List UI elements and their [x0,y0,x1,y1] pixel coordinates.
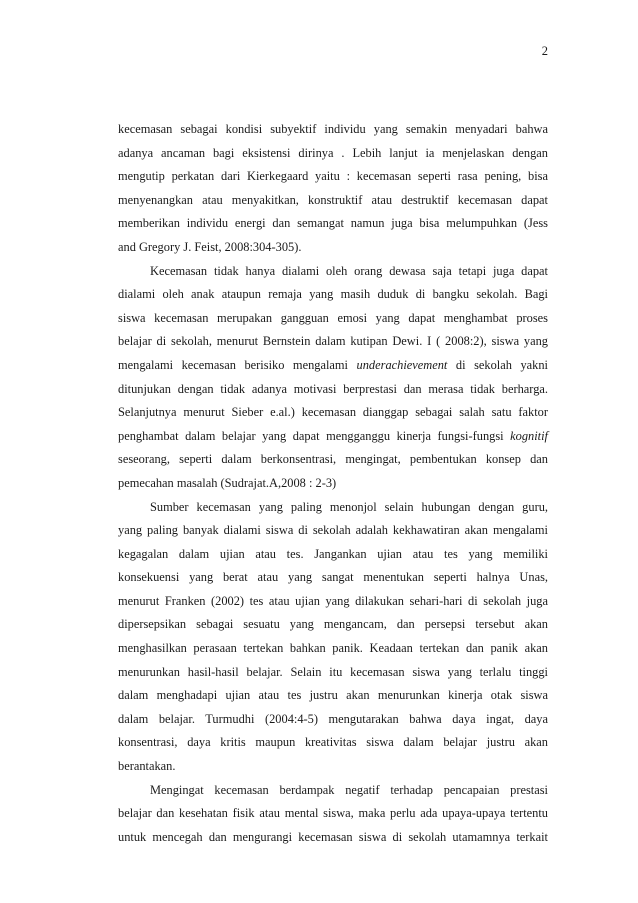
text-line [118,566,548,590]
text-line [118,165,548,189]
text-line [118,472,548,496]
text-run: kegagalan dalam ujian atau tes. Jangankan ujian atau tes yang memiliki [118,546,548,561]
text-line [118,613,548,637]
text-run: menurut Franken (2002) tes atau ujian yang dilakukan sehari-hari di sekolah juga [118,593,548,608]
text-line [118,661,548,685]
text-run: penghambat dalam belajar yang dapat mengganggu kinerja fungsi-fungsi [118,428,511,443]
text-line [118,802,548,826]
text-run: kecemasan sebagai kondisi subyektif individu yang semakin menyadari bahwa [118,122,548,136]
text-run: belajar dan kesehatan fisik atau mental siswa, maka perlu ada upaya-upaya tertentu [118,806,548,821]
text-run: untuk mencegah dan mengurangi kecemasan siswa di sekolah utamamnya terkait [118,829,548,844]
text-run: dialami oleh anak ataupun remaja yang masih duduk di bangku sekolah. Bagi [118,287,548,302]
text-line [118,236,548,260]
text-line [118,543,548,567]
text-run: memberikan individu energi dan semangat namun juga bisa melumpuhkan (Jess [118,216,548,231]
text-run: pemecahan masalah (Sudrajat.A,2008 : 2-3) [118,475,337,490]
text-line [118,496,548,520]
paragraph [118,260,548,496]
text-line [118,755,548,779]
text-run: yang paling banyak dialami siswa di sekolah adalah kekhawatiran akan mengalami [118,523,548,538]
text-line [118,283,548,307]
text-run: Mengingat kecemasan berdampak negatif terhadap pencapaian prestasi [150,782,548,797]
text-run: mengutip perkatan dari Kierkegaard yaitu : kecemasan seperti rasa pening, bisa [118,169,548,184]
text-run: dalam menghadapi ujian atau tes justru akan menurunkan kinerja otak siswa [118,688,548,703]
text-run: and Gregory J. Feist, 2008:304-305). [118,239,302,254]
text-line [118,519,548,543]
text-run: di sekolah yakni [447,357,548,372]
text-line [118,330,548,354]
text-line [118,212,548,236]
text-line [118,378,548,402]
text-line [118,260,548,284]
text-line [118,189,548,213]
text-line [118,448,548,472]
text-line [118,425,548,449]
text-line [118,307,548,331]
paragraph [118,779,548,850]
text-run: adanya ancaman bagi eksistensi dirinya . Lebih lanjut ia menjelaskan dengan [118,145,548,160]
text-line [118,142,548,166]
text-run: menyenangkan atau menyakitkan, konstruktif atau destruktif kecemasan dapat [118,192,548,207]
paragraph [118,496,548,779]
text-run: Sumber kecemasan yang paling menonjol selain hubungan dengan guru, [150,499,548,514]
text-line [118,118,548,142]
text-run: ditunjukan dengan tidak adanya motivasi berprestasi dan merasa tidak berharga. [118,381,548,396]
text-run: belajar di sekolah, menurut Bernstein dalam kutipan Dewi. I ( 2008:2), siswa yang [118,334,548,349]
text-run: siswa kecemasan merupakan gangguan emosi yang dapat menghambat proses [118,310,548,325]
text-line [118,731,548,755]
text-run: menurunkan hasil-hasil belajar. Selain itu kecemasan siswa yang terlalu tinggi [118,664,548,679]
text-run: seseorang, seperti dalam berkonsentrasi, mengingat, pembentukan konsep dan [118,452,548,467]
text-line [118,684,548,708]
italic-term: kognitif [510,428,548,443]
text-line [118,354,548,378]
paragraph [118,118,548,260]
text-line [118,590,548,614]
text-run: Kecemasan tidak hanya dialami oleh orang dewasa saja tetapi juga dapat [150,263,548,278]
text-run: berantakan. [118,759,176,774]
body-text [118,118,548,849]
text-line [118,637,548,661]
text-line [118,401,548,425]
text-run: dipersepsikan sebagai sesuatu yang mengancam, dan persepsi tersebut akan [118,617,548,632]
text-run: mengalami kecemasan berisiko mengalami [118,357,357,372]
italic-term: underachievement [356,357,448,372]
text-run: dalam belajar. Turmudhi (2004:4-5) mengutarakan bahwa daya ingat, daya [118,711,548,726]
text-run: konsekuensi yang berat atau yang sangat menentukan seperti halnya Unas, [118,570,548,585]
page-number: 2 [541,44,548,58]
text-run: konsentrasi, daya kritis maupun kreativitas siswa dalam belajar justru akan [118,735,548,750]
text-line [118,779,548,803]
text-line [118,708,548,732]
text-line [118,826,548,850]
text-run: Selanjutnya menurut Sieber e.al.) kecemasan dianggap sebagai salah satu faktor [118,405,548,420]
text-run: menghasilkan perasaan tertekan bahkan panik. Keadaan tertekan dan panik akan [118,641,548,656]
